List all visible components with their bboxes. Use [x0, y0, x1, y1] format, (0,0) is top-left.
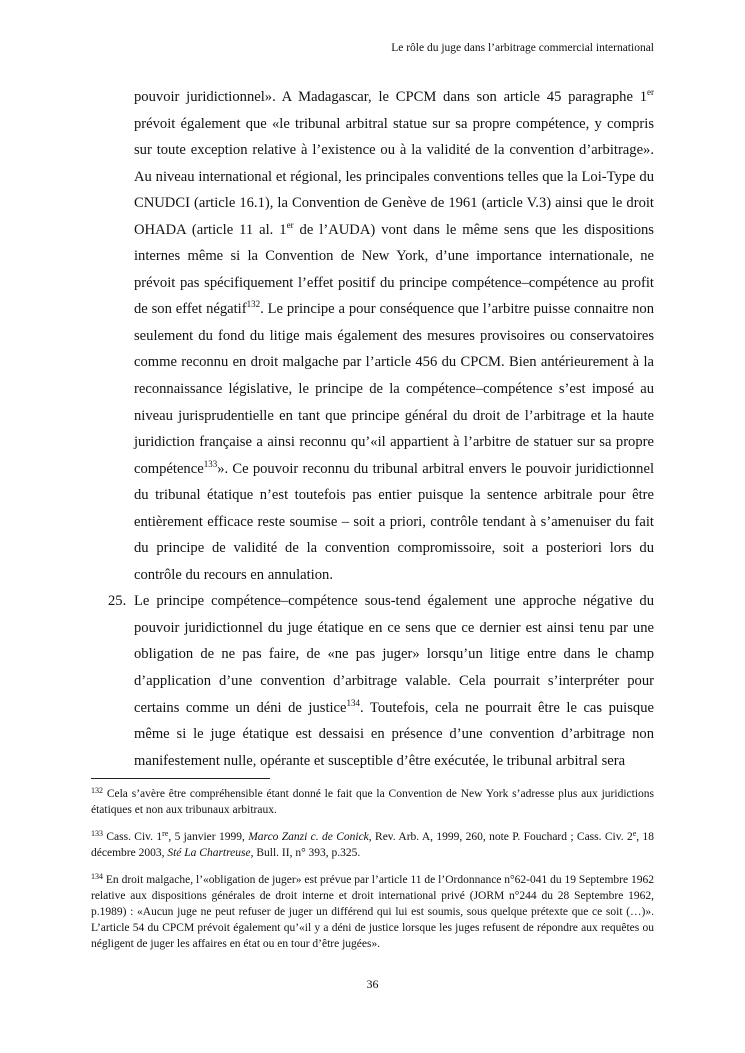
footnote-text: , Rev. Arb. A, 1999, 260, note P. Fouchard ; Cass. Civ. 2: [368, 831, 633, 843]
footnote-text: En droit malgache, l’«obligation de juger» est prévue par l’article 11 de l’Ordonnance n°62-041 du 19 Septembre 1962 relative aux dispositions générales de droit interne et droit international privé (JORM n°244 du 28 Septembre 1962, p.1989) : «Aucun juge ne peut refuser de juger un différend qui lui est soumis, sous quelque prétexte que ce soit (…)». L’article 54 du CPCM prévoit également qu’«il y a déni de justice lorsque les juges refusent de répondre aux requêtes ou négligent de juger les affaires en état ou en tour d’être jugées».: [91, 874, 654, 950]
footnote-134: [91, 872, 654, 952]
case-name: Sté La Chartreuse: [167, 847, 251, 859]
running-header: Le rôle du juge dans l’arbitrage commercial international: [391, 42, 654, 54]
body-text: [91, 84, 654, 774]
footnote-separator: [91, 778, 270, 779]
footnotes: [91, 786, 654, 963]
text-run: pouvoir juridictionnel». A Madagascar, le CPCM dans son article 45 paragraphe 1: [134, 89, 647, 105]
case-name: Marco Zanzi c. de Conick: [248, 831, 369, 843]
footnote-ref-132[interactable]: 132: [246, 299, 261, 310]
paragraph-25: [91, 588, 654, 774]
footnote-ref-133[interactable]: 133: [203, 458, 218, 469]
page-number: 36: [366, 977, 379, 991]
footnote-mark: 132: [91, 786, 103, 795]
footnote-text: , 5 janvier 1999,: [168, 831, 249, 843]
paragraph-continued: [91, 84, 654, 588]
superscript: er: [286, 219, 294, 230]
footnote-text: Cela s’avère être compréhensible étant donné le fait que la Convention de New York s’adresse plus aux juridictions étatiques et non aux tribunaux arbitraux.: [91, 788, 654, 816]
text-run: ». Ce pouvoir reconnu du tribunal arbitral envers le pouvoir juridictionnel du tribunal étatique n’est toutefois pas entier puisque la sentence arbitrale pour être entièrement efficace reste soumise – soit a priori, contrôle tendant à s’amenuiser du fait du principe de validité de la convention compromissoire, soit a posteriori lors du contrôle du recours en annulation.: [134, 460, 654, 583]
text-run: prévoit également que «le tribunal arbitral statue sur sa propre compétence, y compris sur toute exception relative à l’existence ou à la validité de la convention d’arbitrage». Au niveau international et régional, les principales conventions telles que la Loi-Type du CNUDCI (article 16.1), la Convention de Genève de 1961 (article V.3) ainsi que le droit OHADA (article 11 al. 1: [134, 115, 654, 238]
footnote-text: , Bull. II, n° 393, p.325.: [250, 847, 361, 859]
text-run: Le principe compétence–compétence sous-tend également une approche négative du pouvoir juridictionnel du juge étatique en ce sens que ce dernier est ainsi tenu par une obligation de ne pas faire, de «ne pas juger» lorsqu’un litige entre dans le champ d’application d’une convention d’arbitrage valable. Cela pourrait s’interpréter pour certains comme un déni de justice: [134, 593, 654, 716]
footnote-132: [91, 786, 654, 818]
text-run: . Toutefois, cela ne pourrait être le cas puisque même si le juge étatique est dessaisi en présence d’une convention d’arbitrage non manifestement nulle, opérante et susceptible d’être exécutée, le tribunal arbitral sera: [134, 699, 654, 769]
footnote-133: [91, 829, 654, 861]
footnote-mark: 134: [91, 872, 103, 881]
footnote-text: , 18 décembre 2003,: [91, 831, 654, 859]
text-run: . Le principe a pour conséquence que l’arbitre puisse connaitre non seulement du fond du litige mais également des mesures provisoires ou conservatoires comme reconnu en droit malgache par l’article 456 du CPCM. Bien antérieurement à la reconnaissance législative, le principe de la compétence–compétence s’est imposé au niveau jurisprudentielle en tant que principe général du droit de l’arbitrage et la haute juridiction française a ainsi reconnu qu’«il appartient à l’arbitre de statuer sur sa propre compétence: [134, 301, 654, 477]
paragraph-number: 25.: [108, 593, 127, 610]
footnote-text: Cass. Civ. 1: [103, 831, 163, 843]
text-run: de l’AUDA) vont dans le même sens que les dispositions internes même si la Convention de New York, d’une importance internationale, ne prévoit pas spécifiquement l’effet positif du principe compétence–compétence au profit de son effet négatif: [134, 221, 654, 318]
footnote-mark: 133: [91, 829, 103, 838]
superscript: er: [647, 87, 654, 97]
footnote-ref-134[interactable]: 134: [346, 697, 361, 708]
superscript: e: [632, 829, 637, 838]
superscript: re: [162, 829, 169, 838]
